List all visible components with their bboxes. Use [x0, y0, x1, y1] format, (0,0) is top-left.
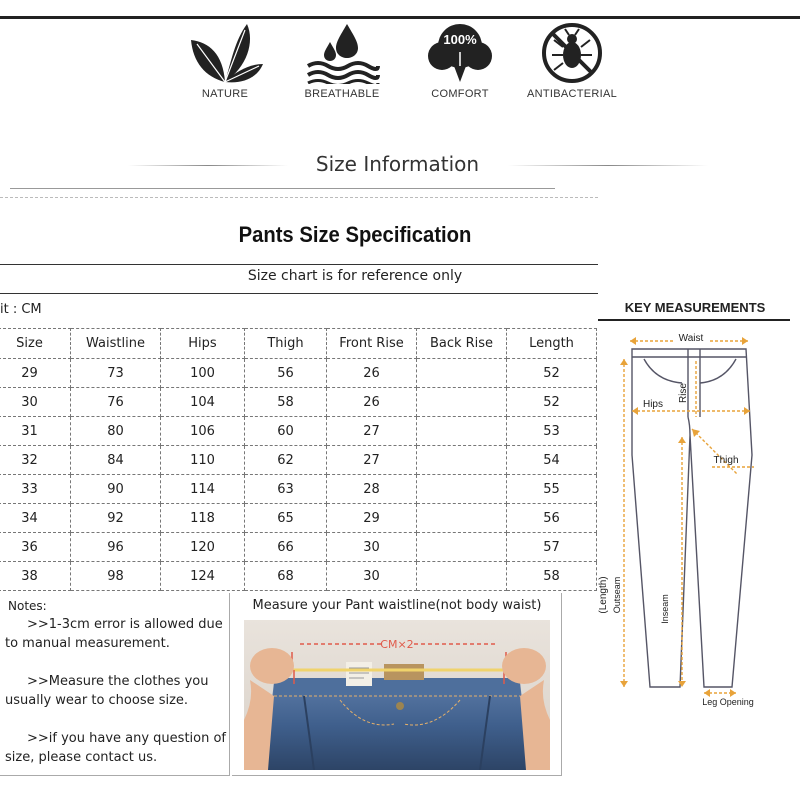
- cm-x2-label: CM×2: [380, 638, 414, 651]
- table-cell: 36: [0, 533, 71, 562]
- jeans-measurement-diagram: [596, 325, 792, 715]
- water-drops-icon: [302, 22, 382, 84]
- column-header: Length: [507, 329, 597, 359]
- feature-icons-row: [0, 22, 800, 112]
- feature-label: BREATHABLE: [304, 88, 380, 100]
- table-cell: 56: [245, 359, 327, 388]
- column-header: Front Rise: [327, 329, 417, 359]
- table-cell: 38: [0, 562, 71, 591]
- dashed-divider: [0, 197, 598, 203]
- table-header-row: [0, 329, 597, 359]
- inseam-label: Inseam: [660, 594, 670, 624]
- notes-panel: [0, 593, 230, 776]
- rise-label: Rise: [678, 382, 689, 404]
- table-cell: 52: [507, 388, 597, 417]
- table-row: [0, 359, 597, 388]
- table-cell: 60: [245, 417, 327, 446]
- column-header: Waistline: [71, 329, 161, 359]
- table-cell: [417, 562, 507, 591]
- feature-antibacterial: [507, 22, 637, 100]
- table-cell: 55: [507, 475, 597, 504]
- size-information-title: Size Information: [315, 152, 480, 176]
- table-cell: 65: [245, 504, 327, 533]
- table-cell: 63: [245, 475, 327, 504]
- measure-panel: [232, 593, 562, 776]
- table-cell: 120: [161, 533, 245, 562]
- leg-opening-label: Leg Opening: [702, 697, 754, 707]
- table-cell: 56: [507, 504, 597, 533]
- table-cell: 28: [327, 475, 417, 504]
- decorative-line: [128, 165, 288, 166]
- table-cell: [417, 446, 507, 475]
- table-cell: 29: [0, 359, 71, 388]
- size-information-header: [0, 150, 800, 180]
- table-row: [0, 417, 597, 446]
- table-cell: 124: [161, 562, 245, 591]
- size-table: [0, 328, 597, 591]
- feature-nature: [160, 22, 290, 100]
- table-cell: 66: [245, 533, 327, 562]
- divider: [10, 188, 555, 189]
- table-cell: 32: [0, 446, 71, 475]
- column-header: Hips: [161, 329, 245, 359]
- table-cell: 26: [327, 388, 417, 417]
- table-cell: [417, 417, 507, 446]
- table-cell: 106: [161, 417, 245, 446]
- table-row: [0, 446, 597, 475]
- table-cell: 68: [245, 562, 327, 591]
- table-cell: 53: [507, 417, 597, 446]
- note-item: >>if you have any question of size, please contact us.: [5, 731, 227, 765]
- table-cell: 34: [0, 504, 71, 533]
- unit-label: it : CM: [0, 302, 42, 317]
- table-cell: 96: [71, 533, 161, 562]
- feature-label: ANTIBACTERIAL: [526, 88, 618, 100]
- table-cell: 62: [245, 446, 327, 475]
- feature-comfort: [395, 22, 525, 100]
- table-row: [0, 388, 597, 417]
- table-cell: 27: [327, 417, 417, 446]
- leaves-icon: [185, 22, 265, 84]
- waist-label: Waist: [678, 333, 704, 344]
- table-cell: 31: [0, 417, 71, 446]
- table-cell: 90: [71, 475, 161, 504]
- divider: [0, 264, 598, 265]
- table-row: [0, 504, 597, 533]
- table-row: [0, 562, 597, 591]
- feature-breathable: [277, 22, 407, 100]
- measure-heading: Measure your Pant waistline(not body waist): [252, 598, 542, 613]
- table-cell: 100: [161, 359, 245, 388]
- table-cell: 26: [327, 359, 417, 388]
- divider: [598, 319, 790, 321]
- table-cell: 110: [161, 446, 245, 475]
- table-cell: 30: [327, 533, 417, 562]
- table-cell: 92: [71, 504, 161, 533]
- table-cell: 80: [71, 417, 161, 446]
- table-cell: [417, 388, 507, 417]
- column-header: Back Rise: [417, 329, 507, 359]
- table-cell: 27: [327, 446, 417, 475]
- thigh-label: Thigh: [713, 455, 739, 466]
- feature-label: COMFORT: [431, 88, 489, 100]
- decorative-line: [508, 165, 708, 166]
- feature-label: NATURE: [201, 88, 249, 100]
- spec-title: Pants Size Specification: [238, 222, 472, 247]
- table-row: [0, 475, 597, 504]
- no-bacteria-icon: [532, 22, 612, 84]
- table-cell: 76: [71, 388, 161, 417]
- table-cell: 114: [161, 475, 245, 504]
- table-cell: 84: [71, 446, 161, 475]
- table-cell: 58: [245, 388, 327, 417]
- table-cell: 58: [507, 562, 597, 591]
- divider: [0, 293, 598, 294]
- table-cell: 54: [507, 446, 597, 475]
- length-label: (Length): [598, 576, 609, 614]
- column-header: Size: [0, 329, 71, 359]
- note-item: >>Measure the clothes you usually wear to choose size.: [5, 674, 209, 708]
- table-cell: [417, 533, 507, 562]
- table-cell: 118: [161, 504, 245, 533]
- column-header: Thigh: [245, 329, 327, 359]
- table-cell: 52: [507, 359, 597, 388]
- table-cell: 33: [0, 475, 71, 504]
- table-cell: 57: [507, 533, 597, 562]
- key-measurements-title: KEY MEASUREMENTS: [624, 300, 766, 315]
- table-cell: 104: [161, 388, 245, 417]
- table-cell: 73: [71, 359, 161, 388]
- cotton-badge-text: 100%: [443, 32, 477, 47]
- top-divider: [0, 16, 800, 19]
- table-cell: 29: [327, 504, 417, 533]
- hips-label: Hips: [642, 399, 664, 410]
- note-item: >>1-3cm error is allowed due to manual measurement.: [5, 617, 223, 651]
- table-cell: [417, 504, 507, 533]
- outseam-label: Outseam: [612, 576, 622, 614]
- table-cell: [417, 359, 507, 388]
- table-cell: 30: [0, 388, 71, 417]
- table-row: [0, 533, 597, 562]
- cotton-icon: [420, 22, 500, 84]
- table-cell: 30: [327, 562, 417, 591]
- waist-measure-photo: [244, 620, 550, 770]
- reference-note: Size chart is for reference only: [247, 268, 463, 284]
- notes-heading: Notes:: [8, 599, 47, 613]
- table-cell: [417, 475, 507, 504]
- table-cell: 98: [71, 562, 161, 591]
